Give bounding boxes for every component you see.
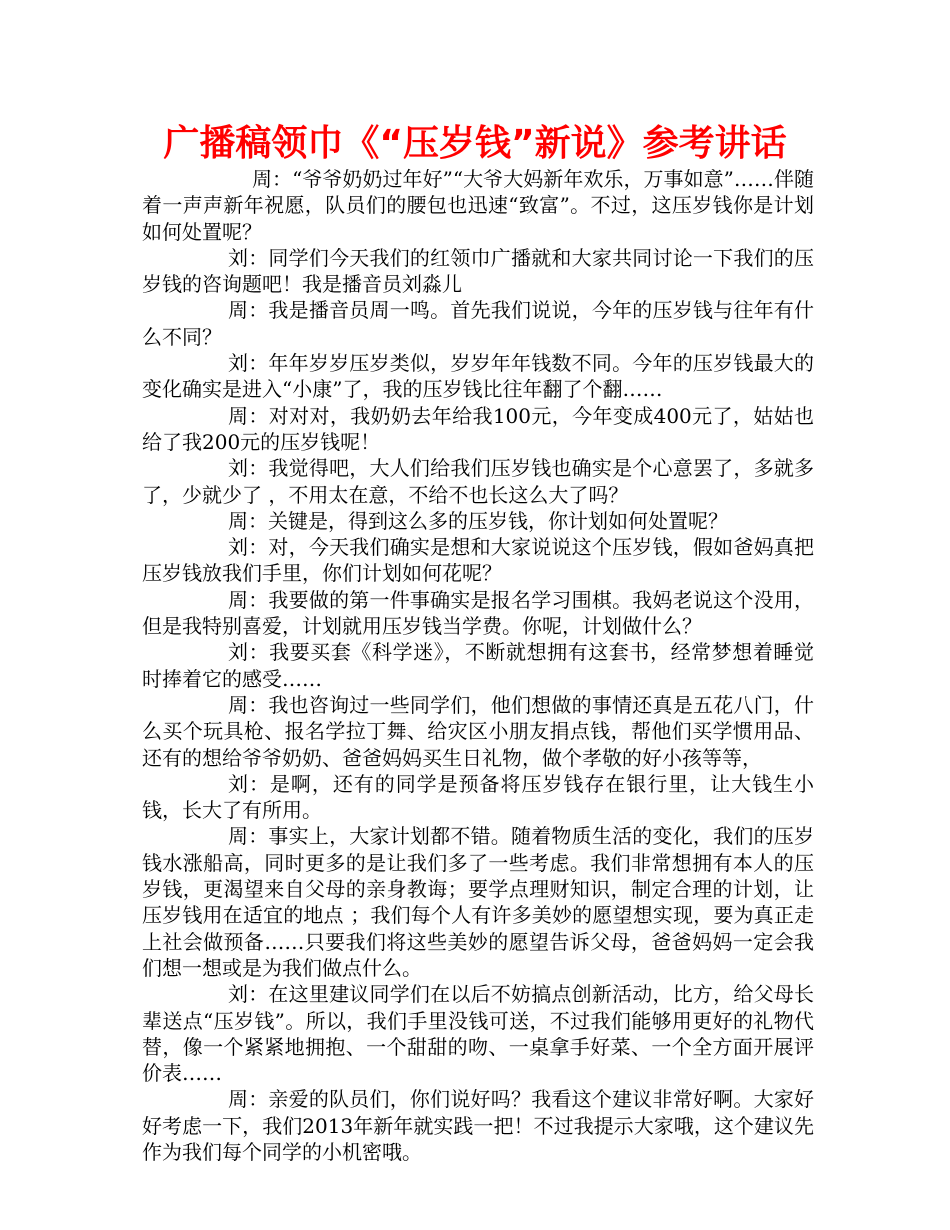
paragraph: 刘：对，今天我们确实是想和大家说说这个压岁钱，假如爸妈真把压岁钱放我们手里，你们计划如何花呢？ [142, 535, 814, 586]
paragraph: 刘：是啊，还有的同学是预备将压岁钱存在银行里，让大钱生小钱，长大了有所用。 [142, 771, 814, 823]
paragraph: 周：事实上，大家计划都不错。随着物质生活的变化，我们的压岁钱水涨船高，同时更多的是让我们多了一些考虑。我们非常想拥有本人的压岁钱，更渴望来自父母的亲身教诲；要学点理财知识，制定合理的计划，让压岁钱用在适宜的地点 ；我们每个人有许多美妙的愿望想实现，要为真正走上社会做预备……只要我们将这些美妙的愿望告诉父母，爸爸妈妈一定会我们想一想或是为我们做点什么。 [142, 824, 814, 980]
paragraph: 周：我是播音员周一鸣。首先我们说说，今年的压岁钱与往年有什么不同？ [142, 298, 814, 349]
paragraph: 刘：年年岁岁压岁类似，岁岁年年钱数不同。今年的压岁钱最大的变化确实是进入“小康”了，我的压岁钱比往年翻了个翻…… [142, 351, 814, 402]
paragraph: 周：对对对，我奶奶去年给我100元，今年变成400元了，姑姑也给了我200元的压岁钱呢！ [142, 403, 814, 454]
paragraph: 刘：同学们今天我们的红领巾广播就和大家共同讨论一下我们的压岁钱的咨询题吧！我是播音员刘淼儿 [142, 245, 814, 297]
document-body [142, 166, 814, 1165]
paragraph: 刘：在这里建议同学们在以后不妨搞点创新活动，比方，给父母长辈送点“压岁钱”。所以，我们手里没钱可送，不过我们能够用更好的礼物代替，像一个紧紧地拥抱、一个甜甜的吻、一桌拿手好菜、一个全方面开展评价表…… [142, 982, 814, 1086]
paragraph: 周：我要做的第一件事确实是报名学习围棋。我妈老说这个没用，但是我特别喜爱，计划就用压岁钱当学费。你呢，计划做什么？ [142, 587, 814, 639]
paragraph: 周：亲爱的队员们，你们说好吗？我看这个建议非常好啊。大家好好考虑一下，我们2013年新年就实践一把！不过我提示大家哦，这个建议先作为我们每个同学的小机密哦。 [142, 1087, 814, 1164]
paragraph: 周：我也咨询过一些同学们，他们想做的事情还真是五花八门，什么买个玩具枪、报名学拉丁舞、给灾区小朋友捐点钱，帮他们买学惯用品、还有的想给爷爷奶奶、爸爸妈妈买生日礼物，做个孝敬的好小孩等等， [142, 692, 814, 770]
paragraph: 周：关键是，得到这么多的压岁钱，你计划如何处置呢？ [228, 508, 728, 533]
paragraph: 刘：我要买套《科学迷》，不断就想拥有这套书，经常梦想着睡觉时捧着它的感受…… [142, 640, 814, 691]
document-title: 广播稿领巾《“压岁钱”新说》参考讲话 [163, 123, 787, 164]
paragraph: 刘：我觉得吧，大人们给我们压岁钱也确实是个心意罢了，多就多了，少就少了 ，不用太在意，不给不也长这么大了吗？ [142, 456, 814, 507]
paragraph: 周：“爷爷奶奶过年好”“大爷大妈新年欢乐，万事如意”……伴随着一声声新年祝愿，队员们的腰包也迅速“致富”。不过，这压岁钱你是计划如何处置呢？ [142, 167, 814, 244]
